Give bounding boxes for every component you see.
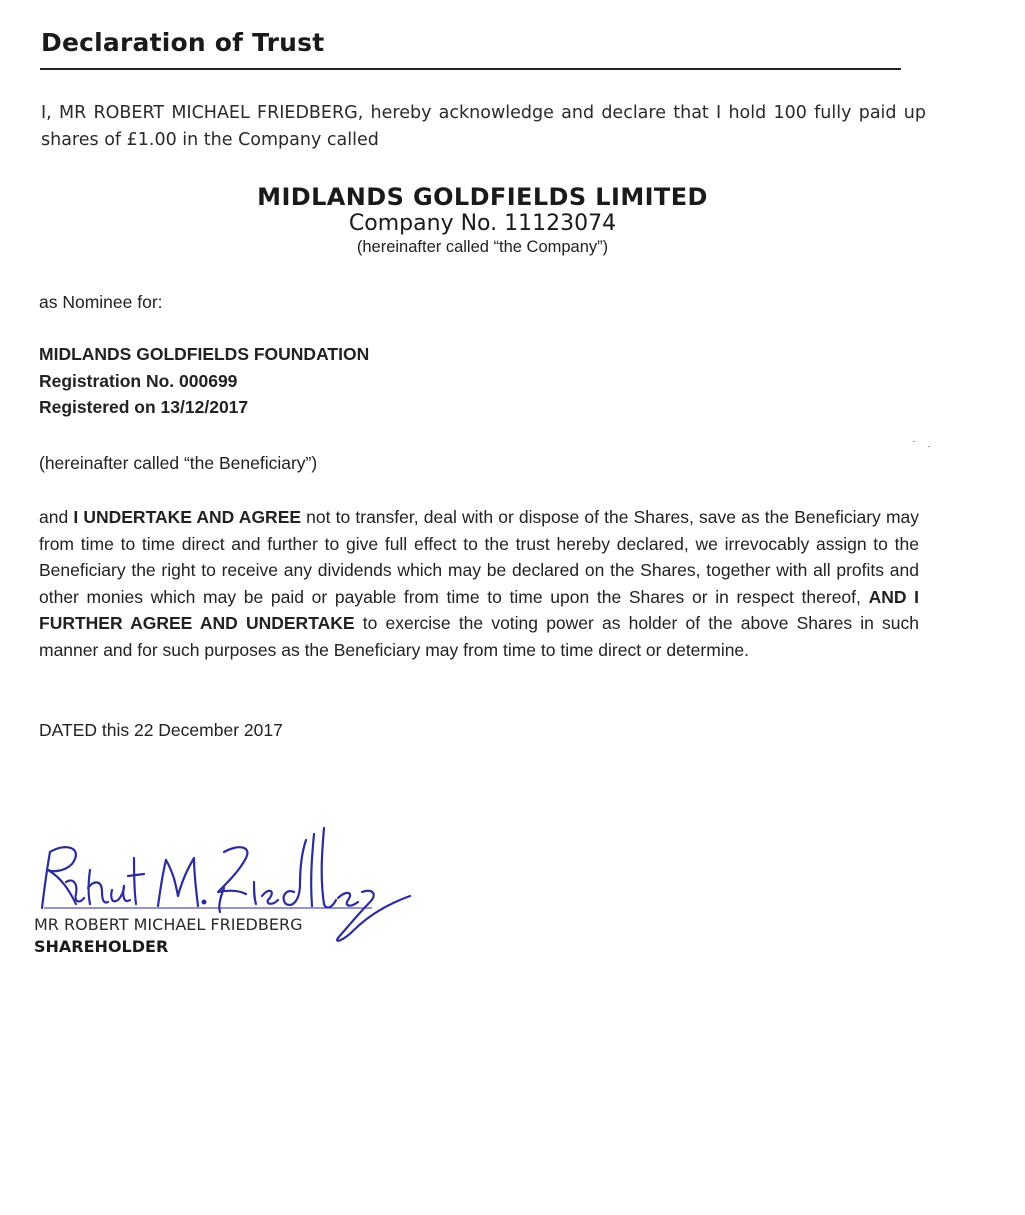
undertaking-emphasis: I UNDERTAKE AND AGREE — [73, 507, 302, 527]
beneficiary-registered-date: Registered on 13/12/2017 — [39, 397, 249, 417]
undertaking-text: not to transfer, deal with or dispose of the Shares, save as the Beneficiary may from time to time direct and further to give full effect to the trust hereby declared, we irrevocably assign to the Beneficiary the right to receive any dividends which may be declared on the Shares, together with all profits and other monies which may be paid or payable from time to time upon the Shares or in respect thereof, — [39, 507, 920, 607]
scan-speck — [928, 446, 930, 447]
company-name: MIDLANDS GOLDFIELDS LIMITED — [257, 183, 708, 211]
nominee-label: as Nominee for: — [39, 292, 163, 312]
company-number: Company No. 11123074 — [348, 211, 617, 236]
beneficiary-name: MIDLANDS GOLDFIELDS FOUNDATION — [39, 344, 370, 364]
title-underline — [40, 68, 901, 70]
undertaking-emphasis: AND I FURTHER AGREE AND UNDERTAKE — [39, 586, 920, 633]
company-block — [0, 182, 965, 258]
beneficiary-alias: (hereinafter called “the Beneficiary”) — [39, 453, 318, 473]
undertaking-paragraph — [39, 504, 919, 663]
undertaking-text: to exercise the voting power as holder of the above Shares in such manner and for such purposes as the Beneficiary may from time to time direct or determine. — [39, 613, 920, 660]
company-alias: (hereinafter called “the Company”) — [356, 238, 609, 256]
page-title: Declaration of Trust — [41, 28, 325, 57]
date-line: DATED this 22 December 2017 — [39, 720, 283, 740]
signatory-role: SHAREHOLDER — [34, 937, 169, 956]
beneficiary-block — [39, 341, 369, 421]
scan-speck — [913, 441, 915, 442]
beneficiary-registration: Registration No. 000699 — [39, 370, 238, 391]
signatory-name: MR ROBERT MICHAEL FRIEDBERG — [34, 915, 303, 934]
undertaking-text: and — [39, 507, 74, 527]
declaration-intro: I, MR ROBERT MICHAEL FRIEDBERG, hereby acknowledge and declare that I hold 100 fully paid up shares of £1.00 in the Company called — [41, 103, 926, 150]
